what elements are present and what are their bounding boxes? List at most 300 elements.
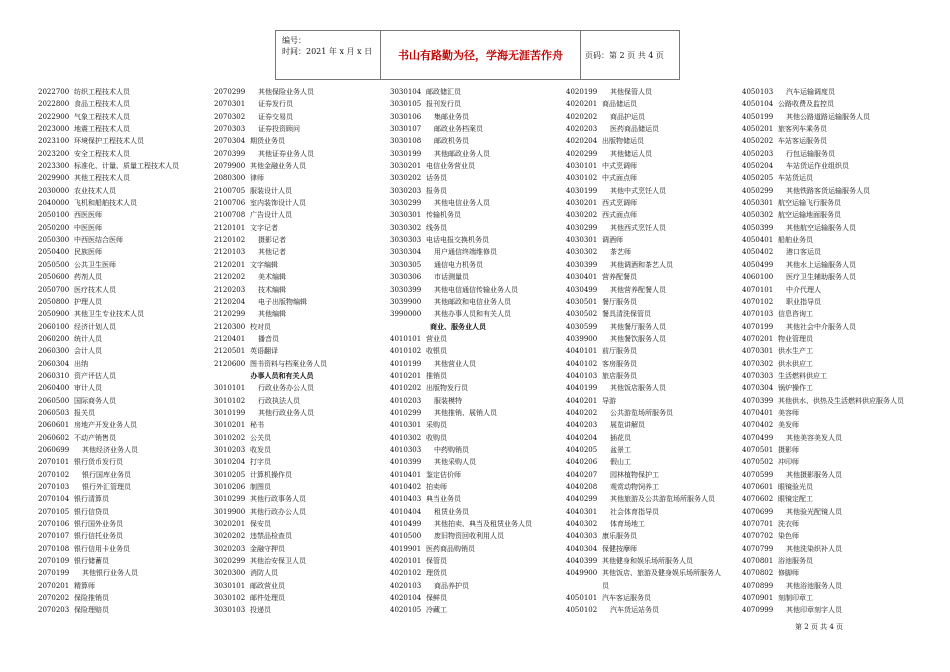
occupation-code: 3010201 <box>214 421 246 430</box>
occupation-name: 航空运输地面服务员 <box>778 211 841 220</box>
occupation-name: 地震工程技术人员 <box>74 125 130 134</box>
list-item <box>390 592 566 604</box>
occupation-name: 其他银行业务人员 <box>82 569 138 578</box>
list-item <box>38 185 214 197</box>
occupation-code: 4070304 <box>742 384 774 393</box>
list-item <box>390 358 566 370</box>
list-item <box>390 543 566 555</box>
occupation-name: 船舶业务员 <box>778 236 813 245</box>
list-item <box>390 456 566 468</box>
list-item <box>742 444 918 456</box>
occupation-code: 4010202 <box>390 384 422 393</box>
occupation-code: 4070401 <box>742 408 774 417</box>
occupation-code: 4040299 <box>566 495 598 504</box>
occupation-name: 报务员 <box>426 186 447 195</box>
occupation-code: 2060400 <box>38 384 70 393</box>
occupation-code: 4010201 <box>390 371 422 380</box>
list-item <box>38 259 214 271</box>
occupation-name: 打字员 <box>250 458 271 467</box>
occupation-name: 其他记者 <box>258 248 286 257</box>
list-item <box>214 592 390 604</box>
list-item <box>38 308 214 320</box>
occupation-code-columns <box>38 86 918 617</box>
occupation-name: 公共游览场所服务员 <box>610 408 673 417</box>
list-item <box>566 518 742 530</box>
occupation-name: 其他饭店服务人员 <box>610 384 666 393</box>
occupation-name: 刻制印章工 <box>778 594 813 603</box>
list-item <box>566 407 742 419</box>
occupation-code: 2120102 <box>214 236 246 245</box>
occupation-name: 美容师 <box>778 408 799 417</box>
list-item <box>38 148 214 160</box>
list-item <box>214 518 390 530</box>
list-item <box>390 580 566 592</box>
occupation-name: 收银员 <box>426 347 447 356</box>
occupation-name: 摄影记者 <box>258 236 286 245</box>
occupation-code: 4020101 <box>390 557 422 566</box>
occupation-name: 营业员 <box>426 334 447 343</box>
list-item <box>566 543 742 555</box>
occupation-code: 2070202 <box>38 594 70 603</box>
occupation-name: 汽车货运站务员 <box>610 606 659 615</box>
occupation-name: 理货员 <box>426 569 447 578</box>
occupation-code: 3030203 <box>390 186 422 195</box>
occupation-name: 计算机操作员 <box>250 470 292 479</box>
occupation-name: 房地产开发业务人员 <box>74 421 137 430</box>
occupation-name: 员 <box>602 581 609 590</box>
occupation-code: 4020204 <box>566 137 598 146</box>
occupation-code: 2060100 <box>38 322 70 331</box>
occupation-name: 典当业务员 <box>426 495 461 504</box>
occupation-code: 4050104 <box>742 100 774 109</box>
list-item <box>214 123 390 135</box>
occupation-name: 银行货币发行员 <box>74 458 123 467</box>
list-item <box>38 543 214 555</box>
list-item <box>390 469 566 481</box>
occupation-code: 4050399 <box>742 223 774 232</box>
list-item <box>742 493 918 505</box>
list-item <box>214 333 390 345</box>
occupation-code: 4040202 <box>566 408 598 417</box>
list-item <box>566 86 742 98</box>
occupation-code: 2070102 <box>38 470 70 479</box>
occupation-name: 电子出版物编辑 <box>258 297 307 306</box>
list-item <box>214 271 390 283</box>
list-item <box>742 284 918 296</box>
list-item <box>38 407 214 419</box>
occupation-name: 商品储运员 <box>602 100 637 109</box>
list-item <box>742 518 918 530</box>
occupation-code: 3039900 <box>390 297 422 306</box>
occupation-code: 2022800 <box>38 100 70 109</box>
occupation-code: 3030304 <box>390 248 422 257</box>
list-item <box>390 197 566 209</box>
occupation-code: 4070999 <box>742 606 774 615</box>
occupation-code: 2022700 <box>38 88 70 96</box>
list-item <box>742 358 918 370</box>
occupation-code: 2060300 <box>38 347 70 356</box>
occupation-name: 航空运输飞行服务员 <box>778 199 841 208</box>
occupation-code: 2100706 <box>214 199 246 208</box>
list-item <box>38 284 214 296</box>
occupation-code: 3030101 <box>214 581 246 590</box>
occupation-name: 鉴定估价师 <box>426 470 461 479</box>
occupation-code: 4010399 <box>390 458 422 467</box>
occupation-name: 其他保险业务人员 <box>258 88 314 96</box>
occupation-name: 其他旅游及公共游览场所服务人员 <box>610 495 715 504</box>
occupation-name: 银行信贷员 <box>74 507 109 516</box>
list-item <box>390 567 566 579</box>
list-item <box>390 172 566 184</box>
list-item <box>566 456 742 468</box>
list-item <box>566 123 742 135</box>
occupation-name: 信息咨询工 <box>778 310 813 319</box>
list-item <box>214 419 390 431</box>
occupation-code: 4010101 <box>390 334 422 343</box>
occupation-code: 4040399 <box>566 557 598 566</box>
occupation-code: 4030599 <box>566 322 598 331</box>
list-item <box>742 382 918 394</box>
list-item <box>390 209 566 221</box>
occupation-code: 2120401 <box>214 334 246 343</box>
occupation-name: 其他美容美发人员 <box>786 433 842 442</box>
list-item <box>566 259 742 271</box>
occupation-code: 2060602 <box>38 433 70 442</box>
occupation-code: 4070602 <box>742 495 774 504</box>
occupation-code: 4050102 <box>566 606 598 615</box>
occupation-code: 4050204 <box>742 162 774 171</box>
occupation-name: 出版物储运员 <box>602 137 644 146</box>
occupation-name: 国际商务人员 <box>74 396 116 405</box>
occupation-code: 4020102 <box>390 569 422 578</box>
occupation-name: 导游 <box>602 396 616 405</box>
occupation-name: 其他调酒和茶艺人员 <box>610 260 673 269</box>
list-item <box>566 234 742 246</box>
list-item <box>566 395 742 407</box>
occupation-name: 广告设计人员 <box>250 211 292 220</box>
occupation-code: 4050401 <box>742 236 774 245</box>
occupation-code: 4070103 <box>742 310 774 319</box>
occupation-code: 2060500 <box>38 396 70 405</box>
list-item <box>38 592 214 604</box>
list-item <box>214 86 390 98</box>
occupation-code: 2023000 <box>38 125 70 134</box>
occupation-name: 收购员 <box>426 433 447 442</box>
occupation-code: 4010199 <box>390 359 422 368</box>
occupation-name: 证券发行员 <box>258 100 293 109</box>
occupation-code: 4070901 <box>742 594 774 603</box>
occupation-name: 西式烹调师 <box>602 199 637 208</box>
occupation-name: 汽车客运服务员 <box>602 594 651 603</box>
list-item <box>38 580 214 592</box>
occupation-code: 2050200 <box>38 223 70 232</box>
occupation-code: 4070102 <box>742 297 774 306</box>
list-item <box>214 395 390 407</box>
list-item <box>566 284 742 296</box>
list-item <box>742 308 918 320</box>
occupation-name: 西式面点师 <box>602 211 637 220</box>
list-item <box>742 160 918 172</box>
occupation-name: 安全工程技术人员 <box>74 149 130 158</box>
occupation-code: 3030303 <box>390 236 422 245</box>
occupation-code: 2050800 <box>38 297 70 306</box>
occupation-code: 4050299 <box>742 186 774 195</box>
occupation-code: 4020203 <box>566 125 598 134</box>
occupation-code: 3010199 <box>214 408 246 417</box>
list-item <box>390 135 566 147</box>
list-item <box>38 271 214 283</box>
occupation-name: 行政业务办公人员 <box>258 384 314 393</box>
occupation-name: 推销员 <box>426 371 447 380</box>
occupation-name: 冲印师 <box>778 458 799 467</box>
occupation-code: 2050100 <box>38 211 70 220</box>
occupation-name: 营养配餐员 <box>602 273 637 282</box>
occupation-name: 收发员 <box>250 445 271 454</box>
occupation-name: 银行信用卡业务员 <box>74 544 130 553</box>
occupation-name: 保健按摩师 <box>602 544 637 553</box>
occupation-code: 2080300 <box>214 174 246 183</box>
occupation-name: 护理人员 <box>74 297 102 306</box>
list-item <box>566 469 742 481</box>
occupation-code: 2022900 <box>38 112 70 121</box>
list-item <box>742 580 918 592</box>
occupation-name: 其他采购人员 <box>434 458 476 467</box>
occupation-code: 2100708 <box>214 211 246 220</box>
occupation-code: 4010401 <box>390 470 422 479</box>
occupation-name: 出版物发行员 <box>426 384 468 393</box>
occupation-code: 2070101 <box>38 458 70 467</box>
occupation-name: 银行外汇管理员 <box>82 483 131 491</box>
occupation-name: 电信业务营业员 <box>426 162 475 171</box>
list-item <box>390 407 566 419</box>
occupation-code: 4040102 <box>566 359 598 368</box>
occupation-code: 4040303 <box>566 532 598 541</box>
occupation-code: 2060699 <box>38 445 70 454</box>
occupation-code: 2050900 <box>38 310 70 319</box>
occupation-code: 2040000 <box>38 199 70 208</box>
occupation-name: 证券交易员 <box>258 112 293 121</box>
occupation-name: 通信电力机务员 <box>434 260 483 269</box>
occupation-name: 文字记者 <box>250 223 278 232</box>
occupation-name: 康乐服务员 <box>602 532 637 541</box>
list-item <box>390 86 566 98</box>
list-item <box>214 321 390 333</box>
occupation-code: 2120201 <box>214 260 246 269</box>
list-item <box>742 567 918 579</box>
list-item <box>566 555 742 567</box>
occupation-code: 3030199 <box>390 149 422 158</box>
list-item <box>566 222 742 234</box>
list-item <box>214 382 390 394</box>
occupation-name: 公共卫生医师 <box>74 260 116 269</box>
occupation-code: 2120103 <box>214 248 246 257</box>
list-item <box>38 98 214 110</box>
occupation-code: 4039900 <box>566 334 598 343</box>
occupation-code: 3030201 <box>390 162 422 171</box>
list-item <box>566 111 742 123</box>
occupation-name: 银行储蓄员 <box>74 557 109 566</box>
occupation-name: 保安员 <box>250 520 271 529</box>
list-item <box>390 555 566 567</box>
occupation-code: 2060200 <box>38 334 70 343</box>
list-item <box>214 469 390 481</box>
occupation-code: 2060304 <box>38 359 70 368</box>
occupation-code: 3030399 <box>390 285 422 294</box>
occupation-code: 3019900 <box>214 507 246 516</box>
list-item <box>214 160 390 172</box>
occupation-code: 4010499 <box>390 520 422 529</box>
list-item <box>38 172 214 184</box>
header-page-info: 页码：第 2 页 共 4 页 <box>585 50 664 60</box>
list-item <box>566 382 742 394</box>
list-item <box>390 296 566 308</box>
occupation-name: 展览讲解员 <box>610 421 645 430</box>
occupation-code: 4040203 <box>566 421 598 430</box>
list-item <box>742 419 918 431</box>
occupation-code: 4050199 <box>742 112 774 121</box>
list-item <box>566 592 742 604</box>
occupation-name: 其他营业人员 <box>434 359 476 368</box>
occupation-code: 2070105 <box>38 507 70 516</box>
occupation-name: 港口客运员 <box>786 248 821 257</box>
occupation-name: 邮政机务员 <box>434 137 469 146</box>
occupation-name: 职业指导员 <box>786 297 821 306</box>
occupation-name: 服装模特 <box>434 396 462 405</box>
occupation-name: 期货业务员 <box>250 137 285 146</box>
occupation-code: 2050400 <box>38 248 70 257</box>
occupation-name: 拍卖师 <box>426 483 447 491</box>
occupation-code: 4030499 <box>566 285 598 294</box>
occupation-name: 食品工程技术人员 <box>74 100 130 109</box>
occupation-name: 车站货运作业组织员 <box>786 162 849 171</box>
list-item <box>214 493 390 505</box>
occupation-name: 集邮业务员 <box>434 112 469 121</box>
list-item <box>742 296 918 308</box>
occupation-name: 保险推销员 <box>74 594 109 603</box>
occupation-name: 商品养护员 <box>434 581 469 590</box>
occupation-code: 4010102 <box>390 347 422 356</box>
occupation-name: 行包运输服务员 <box>786 149 835 158</box>
list-item <box>742 456 918 468</box>
occupation-code: 4040302 <box>566 520 598 529</box>
occupation-name: 车站货运员 <box>778 174 813 183</box>
list-item <box>742 395 918 407</box>
occupation-code: 4060100 <box>742 273 774 282</box>
list-item <box>214 444 390 456</box>
list-item <box>742 209 918 221</box>
list-item <box>742 543 918 555</box>
list-item <box>214 555 390 567</box>
occupation-code: 3030202 <box>390 174 422 183</box>
list-item <box>390 530 566 542</box>
list-item <box>214 148 390 160</box>
list-item <box>38 123 214 135</box>
list-item <box>566 370 742 382</box>
code-column <box>742 86 918 617</box>
occupation-code: 4050201 <box>742 125 774 134</box>
occupation-name: 经济计划人员 <box>74 322 116 331</box>
occupation-name: 中介代理人 <box>786 285 821 294</box>
list-item <box>214 172 390 184</box>
list-item <box>38 555 214 567</box>
list-item <box>38 296 214 308</box>
list-item <box>38 469 214 481</box>
occupation-code: 3030302 <box>390 223 422 232</box>
occupation-name: 插花员 <box>610 433 631 442</box>
occupation-name: 出纳 <box>74 359 88 368</box>
occupation-name: 其他公路道路运输服务人员 <box>786 112 870 121</box>
occupation-name: 餐厅服务员 <box>602 297 637 306</box>
occupation-name: 民族医师 <box>74 248 102 257</box>
occupation-name: 浴池服务员 <box>778 557 813 566</box>
occupation-code: 4070601 <box>742 483 774 491</box>
list-item <box>566 148 742 160</box>
occupation-code: 4040199 <box>566 384 598 393</box>
occupation-code: 3010203 <box>214 445 246 454</box>
occupation-code: 4070802 <box>742 569 774 578</box>
occupation-name: 其他编辑 <box>258 310 286 319</box>
list-item <box>38 358 214 370</box>
list-item <box>742 333 918 345</box>
list-item <box>214 209 390 221</box>
list-item <box>566 444 742 456</box>
occupation-name: 金融守押员 <box>250 544 285 553</box>
occupation-name: 锅炉操作工 <box>778 384 813 393</box>
list-item <box>742 604 918 616</box>
occupation-name: 其他水上运输服务人员 <box>786 260 856 269</box>
occupation-name: 其他工程技术人员 <box>74 174 130 183</box>
list-item <box>566 567 742 579</box>
list-item <box>742 148 918 160</box>
occupation-name: 租赁业务员 <box>434 507 469 516</box>
list-item <box>742 555 918 567</box>
occupation-name: 消防人员 <box>250 569 278 578</box>
occupation-name: 盆景工 <box>610 445 631 454</box>
category-heading: 办事人员和有关人员 <box>250 370 314 380</box>
occupation-name: 技术编辑 <box>258 285 286 294</box>
occupation-code: 2060601 <box>38 421 70 430</box>
list-item <box>214 432 390 444</box>
occupation-code: 2050700 <box>38 285 70 294</box>
list-item <box>566 481 742 493</box>
occupation-name: 眼镜验光员 <box>778 483 813 491</box>
occupation-name: 其他电信通信传输业务人员 <box>434 285 518 294</box>
occupation-code: 2070106 <box>38 520 70 529</box>
occupation-name: 茶艺师 <box>610 248 631 257</box>
category-heading: 商业、服务业人员 <box>430 321 486 331</box>
occupation-name: 证券投资顾问 <box>258 125 300 134</box>
list-item <box>38 604 214 616</box>
list-item <box>38 493 214 505</box>
list-item <box>38 333 214 345</box>
occupation-name: 中式面点师 <box>602 174 637 183</box>
occupation-code: 2120203 <box>214 285 246 294</box>
occupation-code: 4070101 <box>742 285 774 294</box>
occupation-name: 旅店服务员 <box>602 371 637 380</box>
list-item <box>390 493 566 505</box>
occupation-name: 其他铁路客货运输服务人员 <box>786 186 870 195</box>
occupation-name: 电话电报交换机务员 <box>426 236 489 245</box>
occupation-code: 2070399 <box>214 149 246 158</box>
occupation-code: 4050402 <box>742 248 774 257</box>
list-item <box>390 481 566 493</box>
list-item <box>390 246 566 258</box>
occupation-name: 其他行政办公人员 <box>250 507 306 516</box>
occupation-name: 公路收费及监控员 <box>778 100 834 109</box>
occupation-code: 2120204 <box>214 297 246 306</box>
list-item <box>390 222 566 234</box>
occupation-name: 染色师 <box>778 532 799 541</box>
